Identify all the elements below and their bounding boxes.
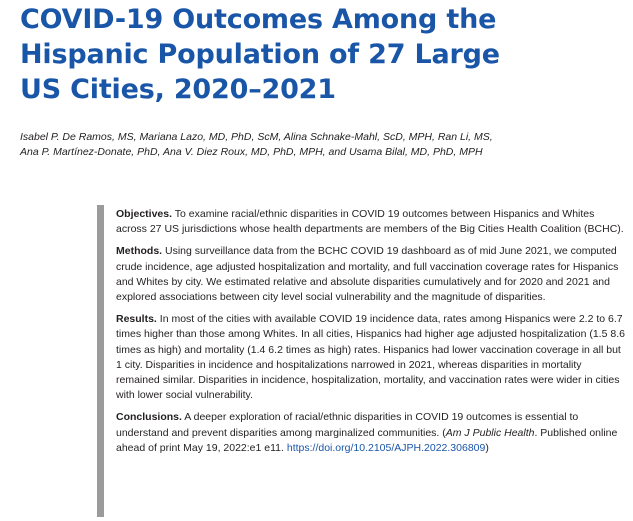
closing-paren: ) <box>485 441 489 454</box>
conclusions-label: Conclusions. <box>116 411 182 424</box>
results-text: In most of the cities with available COVID 19 incidence data, rates among Hispanics were 2.2 to 6.7 times higher than those among Whites. In all cities, Hispanics had higher age adjusted hospitalization (1.5 8.6 times as high) and mortality (1.4 6.2 times as high) rates. Hispanics had lower vaccination coverage in all but 1 city. Disparities in incidence and hospitalizations narrowed in 2021, whereas disparities in mortality remained similar. Disparities in incidence, hospitalization, mortality, and vaccination rates were wider in cities with lower social vulnerability. <box>116 313 625 402</box>
title-line: COVID-19 Outcomes Among the <box>20 4 497 35</box>
article-title <box>20 2 620 107</box>
conclusions-text: A deeper exploration of racial/ethnic disparities in COVID 19 outcomes is essential to understand and prevent disparities among marginalized communities. ( <box>116 411 579 439</box>
journal-citation: Am J Public Health <box>445 426 535 439</box>
methods-text: Using surveillance data from the BCHC COVID 19 dashboard as of mid June 2021, we computed crude incidence, age adjusted hospitalization and mortality, and full vaccination coverage rates for Hispanics and Whites by city. We estimated relative and absolute disparities cumulatively and for 2020 and 2021 and explored associations between city level social vulnerability and the magnitude of disparities. <box>116 245 619 304</box>
doi-link[interactable]: https://doi.org/10.2105/AJPH.2022.306809 <box>286 441 486 454</box>
methods-label: Methods. <box>116 245 163 258</box>
author-line: Ana P. Martínez-Donate, PhD, Ana V. Diez Roux, MD, PhD, MPH, and Usama Bilal, MD, PhD, MPH <box>20 146 483 158</box>
abstract-objectives <box>116 207 627 237</box>
author-list <box>20 130 620 160</box>
results-label: Results. <box>116 313 157 326</box>
abstract-conclusions <box>116 410 627 456</box>
objectives-label: Objectives. <box>116 208 173 220</box>
abstract-methods <box>116 244 627 305</box>
objectives-text: To examine racial/ethnic disparities in COVID 19 outcomes between Hispanics and Whites across 27 US jurisdictions whose health departments are members of the Big Cities Health Coalition (BCHC). <box>116 208 624 236</box>
abstract-box <box>97 205 627 517</box>
title-line: US Cities, 2020–2021 <box>20 74 336 105</box>
abstract-results <box>116 312 627 403</box>
title-line: Hispanic Population of 27 Large <box>20 39 500 70</box>
publication-note: . Published online ahead of print May 19, 2022:e1 e11. <box>116 426 618 454</box>
author-line: Isabel P. De Ramos, MS, Mariana Lazo, MD, PhD, ScM, Alina Schnake-Mahl, ScD, MPH, Ran Li, MS, <box>20 131 493 143</box>
